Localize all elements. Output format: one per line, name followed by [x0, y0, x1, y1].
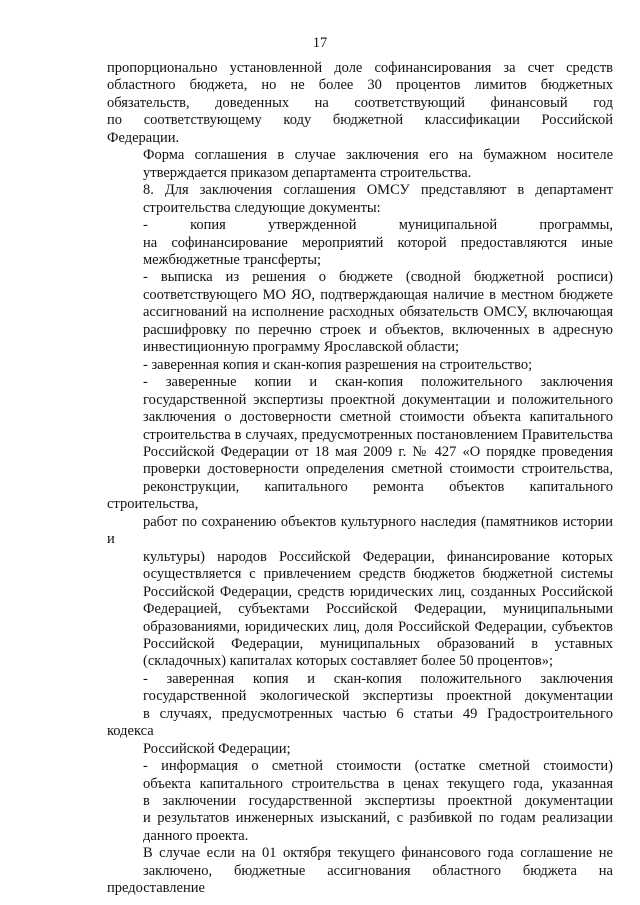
text-line: инвестиционную программу Ярославской области;	[143, 339, 460, 356]
text-line: ассигнований на исполнение расходных обязательств ОМСУ, включающая	[143, 304, 613, 321]
text-line: - информация о сметной стоимости (остатке сметной стоимости)	[143, 758, 613, 775]
text-line: Форма соглашения в случае заключения его на бумажном носителе	[143, 147, 613, 164]
paragraph	[107, 357, 613, 374]
paragraph	[107, 60, 613, 147]
text-line: культуры) народов Российской Федерации, финансирование которых	[143, 548, 613, 565]
text-line: утверждается приказом департамента строительства.	[143, 164, 472, 181]
text-line: в заключении государственной экспертизы проектной документации	[143, 793, 613, 810]
text-line: государственной экспертизы проектной документации и положительного	[143, 391, 613, 408]
text-line: и результатов инженерных изысканий, с разбивкой по годам реализации	[143, 810, 613, 827]
text-line: - заверенная копия и скан-копия разрешения на строительство;	[143, 356, 533, 373]
text-line: государственной экологической экспертизы проектной документации	[143, 688, 613, 705]
text-line: Российской Федерации от 18 мая 2009 г. № 427 «О порядке проведения	[143, 443, 613, 460]
text-line: строительства в случаях, предусмотренных постановлением Правительства	[143, 426, 613, 443]
text-line: Российской Федерации, муниципальных образований в уставных	[143, 635, 613, 652]
text-line: (складочных) капиталах которых составляет более 50 процентов»;	[143, 653, 553, 670]
text-line: заключено, бюджетные ассигнования областного бюджета на предоставление	[107, 862, 613, 897]
text-line: Федерацией, субъектами Российской Федерации, муниципальными	[143, 601, 613, 618]
text-line: соответствующего МО ЯО, подтверждающая наличие в местном бюджете	[143, 286, 613, 303]
text-line: работ по сохранению объектов культурного наследия (памятников истории и	[107, 513, 613, 548]
paragraph	[107, 374, 613, 671]
paragraph	[107, 671, 613, 758]
text-line: расшифровку по перечню строек и объектов, включенных в адресную	[143, 321, 613, 338]
paragraph	[107, 147, 613, 182]
text-line: обязательств, доведенных на соответствующий финансовый год	[107, 94, 613, 111]
text-line: по соответствующему коду бюджетной классификации Российской	[107, 112, 613, 129]
text-line: данного проекта.	[143, 827, 249, 844]
text-line: - заверенные копии и скан-копия положительного заключения	[143, 374, 613, 391]
text-line: проверки достоверности определения сметной стоимости строительства,	[143, 461, 613, 478]
text-line: Федерации.	[107, 129, 180, 146]
text-line: межбюджетные трансферты;	[143, 251, 322, 268]
text-line: пропорционально установленной доле софинансирования за счет средств	[107, 60, 613, 76]
page-number: 17	[312, 35, 328, 51]
text-line: Российской Федерации, средств юридических лиц, созданных Российской	[143, 583, 613, 600]
text-line: 8. Для заключения соглашения ОМСУ представляют в департамент	[143, 182, 613, 199]
text-line: В случае если на 01 октября текущего финансового года соглашение не	[143, 845, 613, 862]
text-line: реконструкции, капитального ремонта объектов капитального строительства,	[107, 478, 613, 513]
paragraph	[107, 269, 613, 356]
text-line: осуществляется с привлечением средств бюджетов бюджетной системы	[143, 566, 613, 583]
paragraph	[107, 182, 613, 217]
text-line: - выписка из решения о бюджете (сводной бюджетной росписи)	[143, 269, 613, 286]
text-line: строительства следующие документы:	[143, 199, 381, 216]
text-line: образованиями, юридических лиц, доля Российской Федерации, субъектов	[143, 618, 613, 635]
text-line: - копия утвержденной муниципальной программы,	[143, 217, 613, 234]
paragraph	[107, 217, 613, 269]
text-line: заключения о достоверности сметной стоимости объекта капитального	[143, 409, 613, 426]
text-line: Российской Федерации;	[143, 740, 291, 757]
text-line: объекта капитального строительства в ценах текущего года, указанная	[143, 775, 613, 792]
document-body	[107, 60, 613, 898]
text-line: - заверенная копия и скан-копия положительного заключения	[143, 670, 613, 687]
text-line: областного бюджета, но не более 30 процентов лимитов бюджетных	[107, 77, 613, 94]
paragraph	[107, 758, 613, 845]
paragraph	[107, 845, 613, 897]
text-line: в случаях, предусмотренных частью 6 статьи 49 Градостроительного кодекса	[107, 705, 613, 740]
text-line: на софинансирование мероприятий которой предоставляются иные	[143, 234, 613, 251]
